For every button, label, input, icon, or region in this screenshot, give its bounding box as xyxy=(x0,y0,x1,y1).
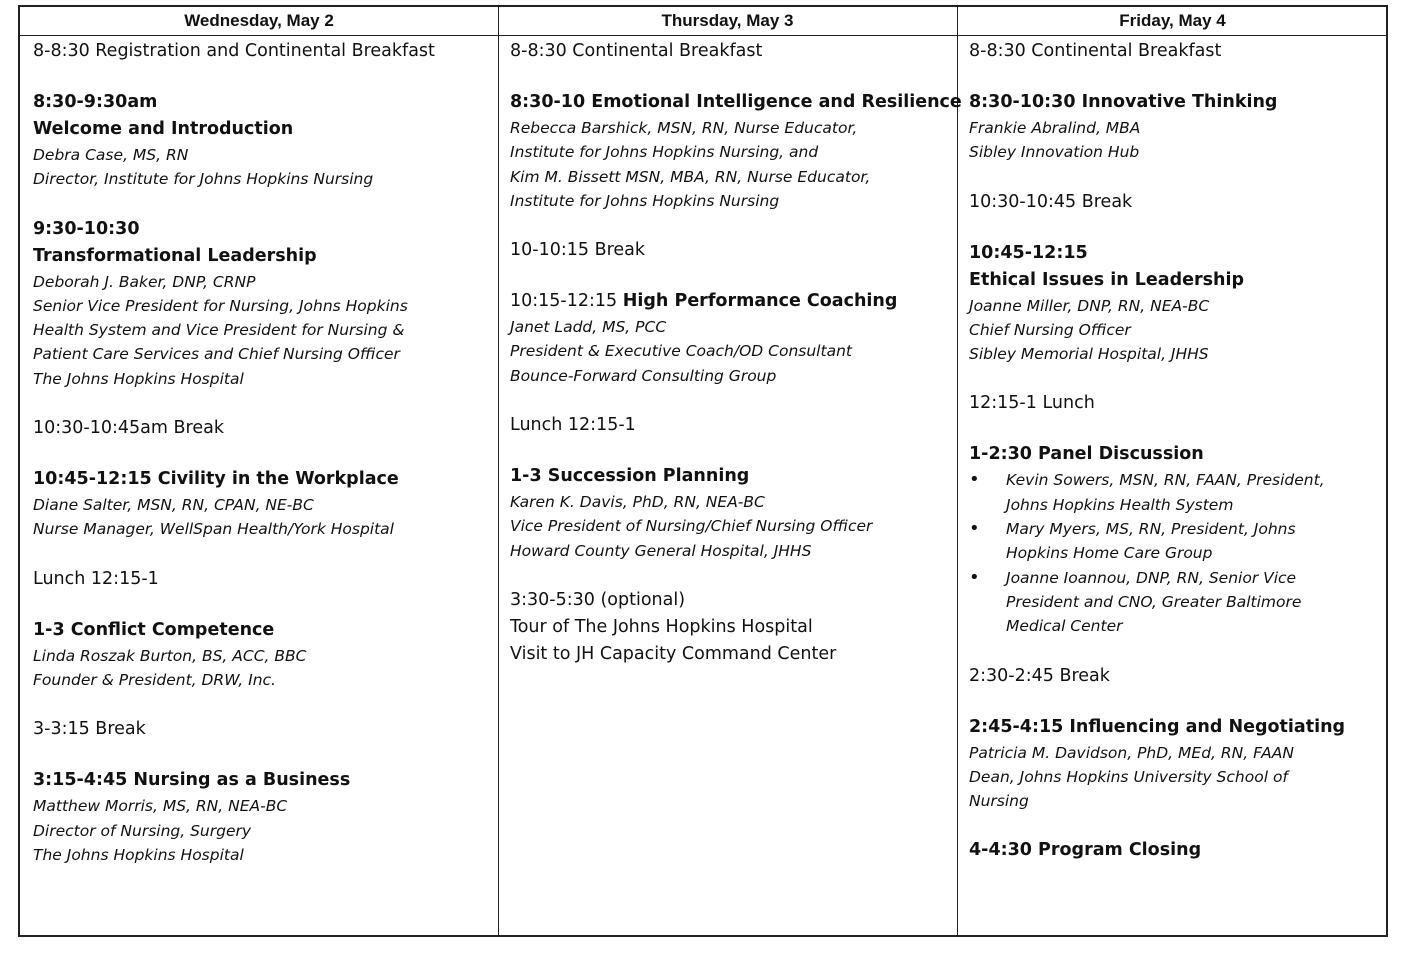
panelist-line: • Kevin Sowers, MSN, RN, FAAN, President, xyxy=(1006,471,1325,490)
session-title: 1-3 Succession Planning xyxy=(510,466,750,487)
panelist-item xyxy=(969,566,1379,639)
schedule-entry xyxy=(510,463,950,563)
entry-text: 8-8:30 Registration and Continental Breakfast xyxy=(33,41,435,61)
schedule-entry xyxy=(33,89,493,192)
entry-text: 10:30-10:45am Break xyxy=(33,418,224,439)
speaker-detail: Sibley Innovation Hub xyxy=(969,143,1140,162)
panelist-list xyxy=(969,468,1379,638)
header-thursday: Thursday, May 3 xyxy=(661,11,794,30)
entry-text: Lunch 12:15-1 xyxy=(33,568,159,589)
header-wednesday: Wednesday, May 2 xyxy=(184,11,334,30)
schedule-entry xyxy=(969,390,1379,417)
schedule-entry xyxy=(33,716,493,743)
schedule-entry xyxy=(33,415,493,442)
session-title: 10:45-12:15 Civility in the Workplace xyxy=(33,469,399,490)
speaker-detail: Diane Salter, MSN, RN, CPAN, NE-BC xyxy=(33,496,314,515)
speaker-detail: Chief Nursing Officer xyxy=(969,320,1131,339)
speaker-detail: Debra Case, MS, RN xyxy=(33,146,189,164)
session-title: 8:30-9:30am xyxy=(33,92,158,112)
speaker-detail: Rebecca Barshick, MSN, RN, Nurse Educator, xyxy=(510,119,858,137)
speaker-detail: Howard County General Hospital, JHHS xyxy=(510,541,812,560)
schedule-entry xyxy=(969,837,1379,864)
panelist-item xyxy=(969,517,1379,566)
speaker-detail: Janet Ladd, MS, PCC xyxy=(510,318,667,337)
schedule-entry xyxy=(510,412,950,439)
entry-text: 10:30-10:45 Break xyxy=(969,191,1133,212)
speaker-detail: Vice President of Nursing/Chief Nursing Officer xyxy=(510,517,873,536)
schedule-entry xyxy=(33,466,493,542)
speaker-detail: Matthew Morris, MS, RN, NEA-BC xyxy=(33,797,288,816)
speaker-detail: The Johns Hopkins Hospital xyxy=(33,845,244,864)
session-time: 10:15-12:15 xyxy=(510,291,618,312)
speaker-detail: Frankie Abralind, MBA xyxy=(969,119,1141,137)
panelist-line: Hopkins Home Care Group xyxy=(1006,544,1213,563)
entry-text: 8-8:30 Continental Breakfast xyxy=(969,41,1222,61)
schedule-entry xyxy=(969,38,1379,65)
speaker-detail: Nursing xyxy=(969,792,1029,811)
schedule-entry xyxy=(969,663,1379,690)
speaker-detail: Patricia M. Davidson, PhD, MEd, RN, FAAN xyxy=(969,743,1294,762)
session-title xyxy=(510,288,950,315)
speaker-detail: Dean, Johns Hopkins University School of xyxy=(969,767,1288,786)
speaker-detail: Director of Nursing, Surgery xyxy=(33,821,252,840)
schedule-entry xyxy=(510,587,950,668)
session-title: 8:30-10:30 Innovative Thinking xyxy=(969,92,1278,112)
session-title: 10:45-12:15 xyxy=(969,242,1088,263)
panelist-line: • Joanne Ioannou, DNP, RN, Senior Vice xyxy=(1006,568,1297,587)
schedule-entry xyxy=(33,216,493,391)
column-wednesday xyxy=(33,38,493,891)
column-thursday xyxy=(510,38,962,692)
speaker-detail: Institute for Johns Hopkins Nursing, and xyxy=(510,143,819,162)
session-title: 1-3 Conflict Competence xyxy=(33,619,275,640)
session-title: Welcome and Introduction xyxy=(33,119,294,139)
entry-text: 10-10:15 Break xyxy=(510,240,646,261)
session-title: 9:30-10:30 xyxy=(33,218,140,239)
speaker-detail: Founder & President, DRW, Inc. xyxy=(33,670,276,689)
session-title: 4-4:30 Program Closing xyxy=(969,840,1202,861)
schedule-table xyxy=(18,5,1388,937)
speaker-detail: Senior Vice President for Nursing, Johns Hopkins xyxy=(33,296,408,315)
panelist-line: President and CNO, Greater Baltimore xyxy=(1006,592,1302,611)
schedule-entry xyxy=(510,288,950,388)
entry-text: Tour of The Johns Hopkins Hospital xyxy=(510,616,813,637)
schedule-entry xyxy=(510,38,950,65)
speaker-detail: Joanne Miller, DNP, RN, NEA-BC xyxy=(969,296,1210,315)
entry-text: 12:15-1 Lunch xyxy=(969,393,1095,414)
schedule-entry xyxy=(33,617,493,693)
schedule-entry xyxy=(969,89,1379,165)
schedule-entry xyxy=(33,38,493,65)
session-title: Transformational Leadership xyxy=(33,245,317,266)
header-friday: Friday, May 4 xyxy=(1119,11,1226,30)
speaker-detail: Deborah J. Baker, DNP, CRNP xyxy=(33,272,256,291)
entry-text: 8-8:30 Continental Breakfast xyxy=(510,41,763,61)
column-divider xyxy=(498,7,499,935)
speaker-detail: Patient Care Services and Chief Nursing Officer xyxy=(33,345,400,364)
speaker-detail: Director, Institute for Johns Hopkins Nursing xyxy=(33,170,374,189)
entry-text: 2:30-2:45 Break xyxy=(969,665,1110,686)
panelist-item xyxy=(969,468,1379,517)
schedule-entry xyxy=(969,441,1379,638)
panelist-line: Johns Hopkins Health System xyxy=(1006,495,1234,514)
speaker-detail: Sibley Memorial Hospital, JHHS xyxy=(969,345,1209,364)
session-name: High Performance Coaching xyxy=(622,291,898,312)
session-title: 2:45-4:15 Influencing and Negotiating xyxy=(969,716,1346,737)
header-row xyxy=(20,7,1386,36)
speaker-detail: Bounce-Forward Consulting Group xyxy=(510,366,777,385)
entry-text: Visit to JH Capacity Command Center xyxy=(510,643,837,664)
speaker-detail: Institute for Johns Hopkins Nursing xyxy=(510,191,780,210)
speaker-detail: Linda Roszak Burton, BS, ACC, BBC xyxy=(33,646,307,665)
column-divider xyxy=(957,7,958,935)
session-title: 8:30-10 Emotional Intelligence and Resilience xyxy=(510,92,962,112)
schedule-entry xyxy=(510,89,962,213)
speaker-detail: Kim M. Bissett MSN, MBA, RN, Nurse Educator, xyxy=(510,167,871,186)
schedule-entry xyxy=(510,237,950,264)
schedule-entry xyxy=(969,714,1379,814)
entry-text: 3-3:15 Break xyxy=(33,719,146,740)
speaker-detail: Karen K. Davis, PhD, RN, NEA-BC xyxy=(510,493,765,512)
panelist-line: • Mary Myers, MS, RN, President, Johns xyxy=(1006,520,1296,539)
schedule-entry xyxy=(969,189,1379,216)
schedule-entry xyxy=(969,240,1379,367)
schedule-entry xyxy=(33,767,493,867)
session-title: 1-2:30 Panel Discussion xyxy=(969,444,1204,465)
speaker-detail: President & Executive Coach/OD Consultant xyxy=(510,342,852,361)
schedule-entry xyxy=(33,566,493,593)
column-friday xyxy=(969,38,1379,888)
speaker-detail: Health System and Vice President for Nursing & xyxy=(33,321,405,340)
panelist-line: Medical Center xyxy=(1006,617,1123,636)
speaker-detail: Nurse Manager, WellSpan Health/York Hospital xyxy=(33,520,394,539)
session-title: 3:15-4:45 Nursing as a Business xyxy=(33,770,351,791)
entry-text: 3:30-5:30 (optional) xyxy=(510,589,686,610)
entry-text: Lunch 12:15-1 xyxy=(510,415,636,436)
session-title: Ethical Issues in Leadership xyxy=(969,269,1245,290)
speaker-detail: The Johns Hopkins Hospital xyxy=(33,369,244,388)
